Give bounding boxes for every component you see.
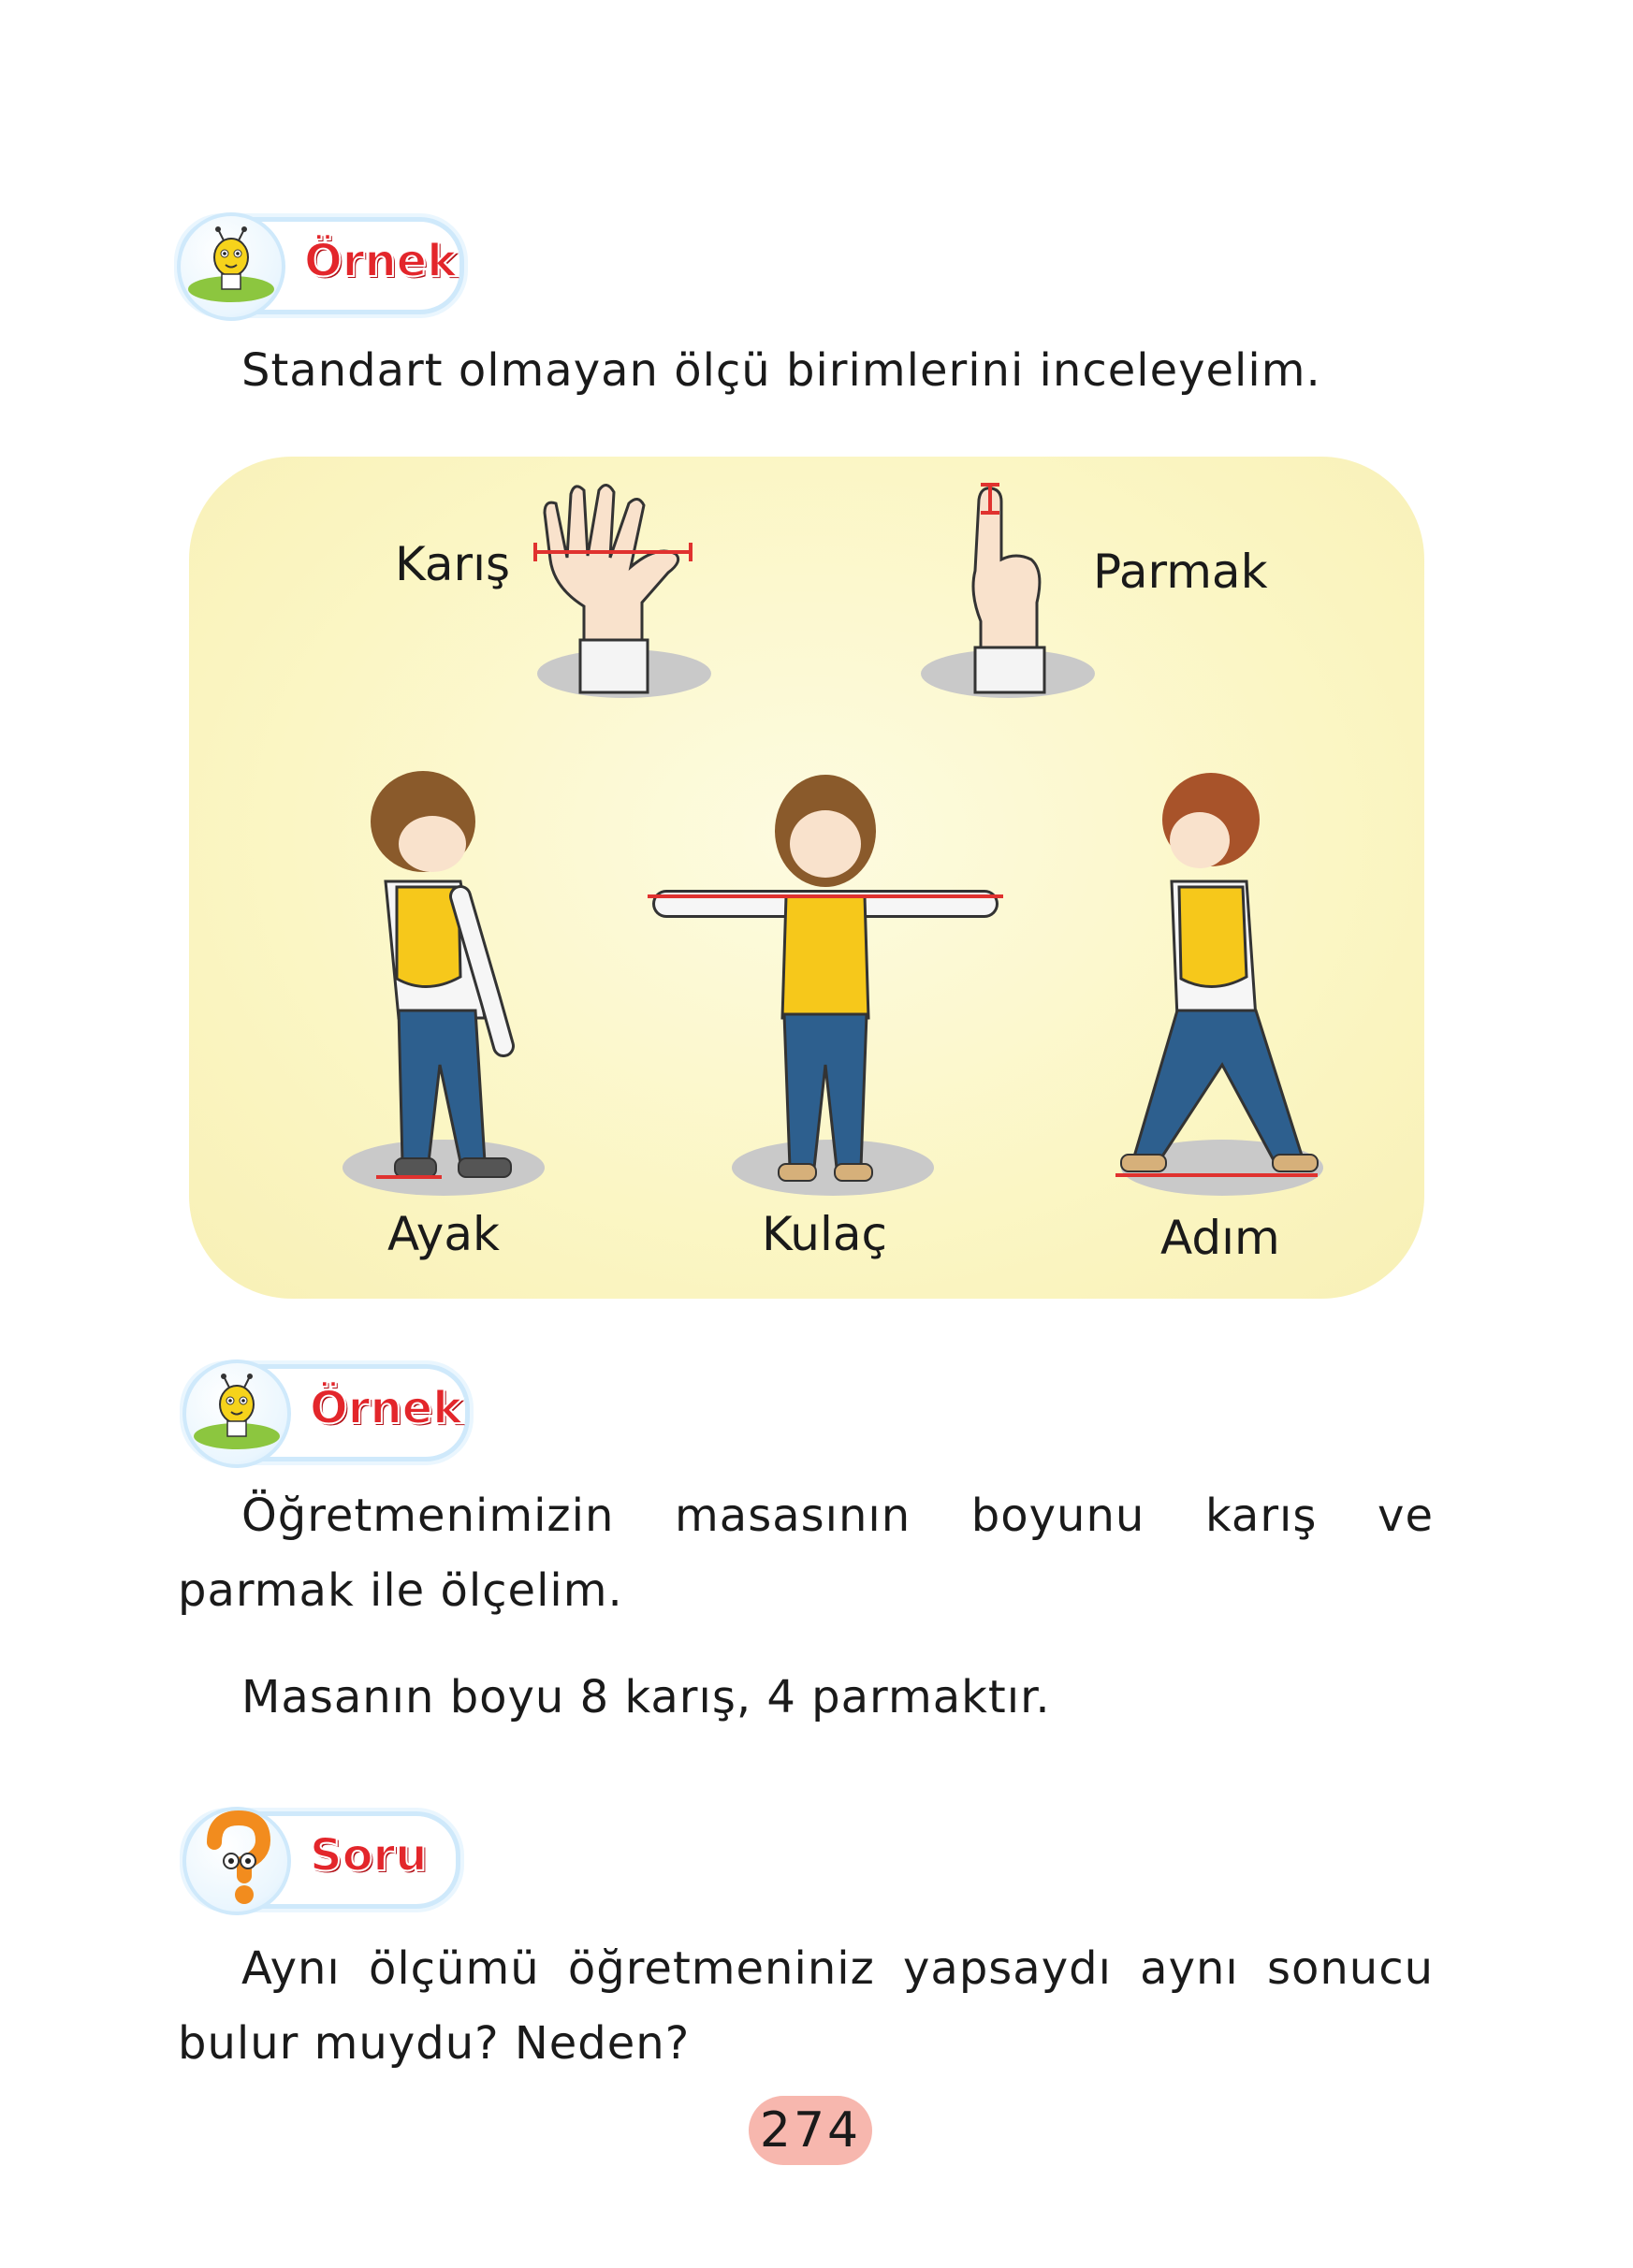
- finger-hand-illustration: [947, 481, 1069, 696]
- boy-foot-illustration: [320, 765, 563, 1196]
- caption-ayak: Ayak: [387, 1207, 500, 1261]
- caption-kulac: Kulaç: [762, 1207, 888, 1261]
- span-hand-illustration: [526, 475, 713, 700]
- example-label: Örnek: [304, 235, 458, 287]
- caption-adim: Adım: [1160, 1211, 1280, 1265]
- example-label: Örnek: [310, 1382, 463, 1434]
- boy-step-illustration: [1106, 765, 1349, 1196]
- bee-mascot-icon: [177, 212, 285, 321]
- measurement-units-figure: [189, 457, 1424, 1299]
- question-label: Soru: [310, 1829, 428, 1882]
- example-badge-2: [183, 1364, 470, 1461]
- page-number: 274: [749, 2096, 872, 2165]
- question-mark-mascot-icon: [182, 1807, 291, 1915]
- bee-mascot-icon: [182, 1359, 291, 1468]
- caption-karis: Karış: [395, 537, 511, 591]
- example-badge-1: [178, 217, 464, 314]
- example2-paragraph: Öğretmenimizin masasının boyunu karış ve parmak ile ölçelim.: [178, 1490, 1434, 1617]
- example2-result: Masanın boyu 8 karış, 4 parmaktır.: [241, 1671, 1051, 1723]
- caption-parmak: Parmak: [1093, 545, 1268, 599]
- question-badge: [183, 1811, 460, 1909]
- intro-text: Standart olmayan ölçü birimlerini inceleyelim.: [241, 344, 1321, 397]
- girl-armspan-illustration: [638, 765, 1013, 1196]
- question-paragraph: Aynı ölçümü öğretmeniniz yapsaydı aynı sonucu bulur muydu? Neden?: [178, 1942, 1434, 2070]
